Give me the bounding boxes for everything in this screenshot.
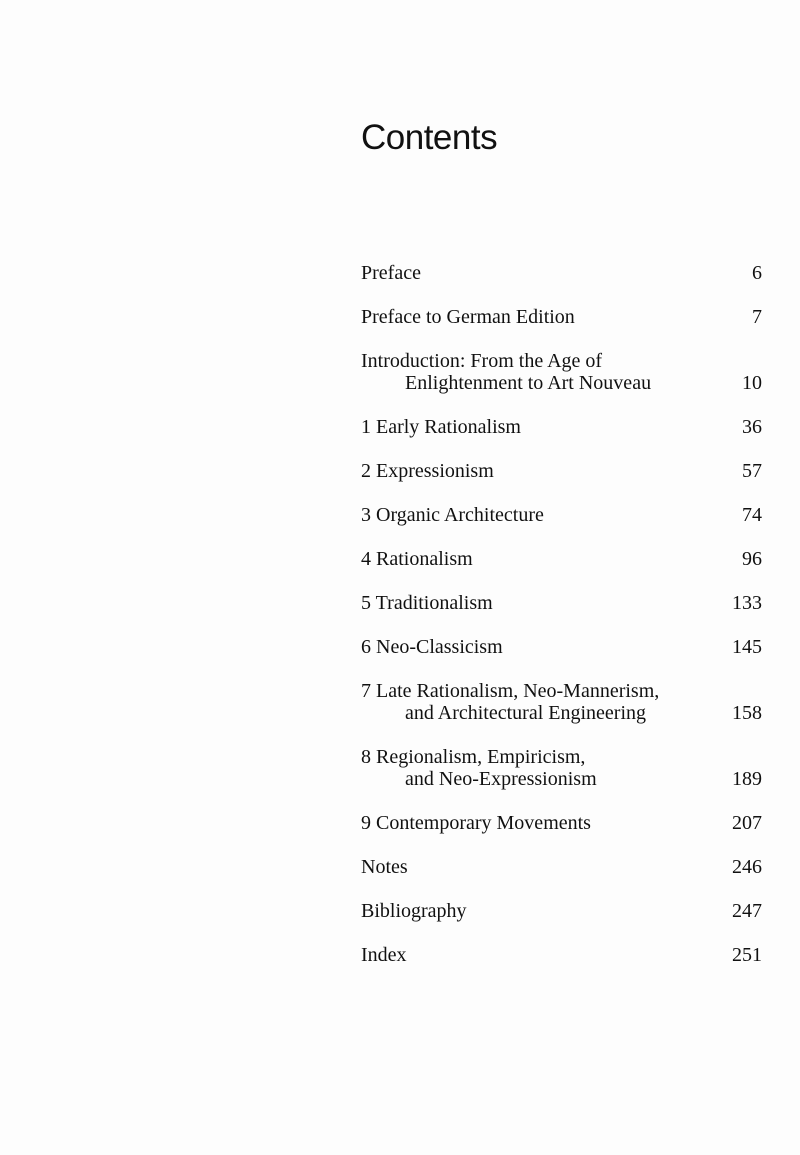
toc-entry-title: Preface to German Edition xyxy=(361,306,575,328)
toc-entry xyxy=(361,680,762,724)
toc-entry xyxy=(361,306,762,328)
toc-entry xyxy=(361,460,762,482)
toc-entry-page: 36 xyxy=(742,416,762,438)
toc-entry xyxy=(361,636,762,658)
toc-entry xyxy=(361,856,762,878)
toc-entry-page: 57 xyxy=(742,460,762,482)
toc-entry xyxy=(361,350,762,394)
toc-entry-title: Index xyxy=(361,944,407,966)
toc-entry-title: 2 Expressionism xyxy=(361,460,494,482)
toc-entry-page: 96 xyxy=(742,548,762,570)
toc-entry-page: 7 xyxy=(752,306,762,328)
toc-entry-title: 1 Early Rationalism xyxy=(361,416,521,438)
toc-entry xyxy=(361,812,762,834)
toc-entry-page: 10 xyxy=(742,372,762,394)
toc-entry-page: 251 xyxy=(732,944,762,966)
toc-entry xyxy=(361,504,762,526)
toc-entry-title: 7 Late Rationalism, Neo-Mannerism, xyxy=(361,680,660,702)
toc-entry-page: 207 xyxy=(732,812,762,834)
toc-entry xyxy=(361,262,762,284)
toc-entry-title: Preface xyxy=(361,262,421,284)
toc-entry-title: Introduction: From the Age of xyxy=(361,350,603,372)
toc-entry-title-continuation: and Architectural Engineering xyxy=(405,702,647,724)
toc-entry-page: 189 xyxy=(732,768,762,790)
toc-entry-title-continuation: and Neo-Expressionism xyxy=(405,768,597,790)
toc-entry-page: 6 xyxy=(752,262,762,284)
toc-entry xyxy=(361,592,762,614)
toc-entry-title: Notes xyxy=(361,856,408,878)
toc-entry-title: 3 Organic Architecture xyxy=(361,504,544,526)
toc-entry-page: 246 xyxy=(732,856,762,878)
toc-entry-title: 9 Contemporary Movements xyxy=(361,812,591,834)
toc-entry-title: 5 Traditionalism xyxy=(361,592,493,614)
toc-entry-title-continuation: Enlightenment to Art Nouveau xyxy=(405,372,652,394)
toc-entry-page: 158 xyxy=(732,702,762,724)
toc-entry-title: Bibliography xyxy=(361,900,467,922)
toc-entry-title: 6 Neo-Classicism xyxy=(361,636,503,658)
toc-entry xyxy=(361,416,762,438)
toc-entry-title: 4 Rationalism xyxy=(361,548,473,570)
page-title: Contents xyxy=(361,118,498,157)
toc-entry-page: 74 xyxy=(742,504,762,526)
toc-entry xyxy=(361,548,762,570)
toc-entry xyxy=(361,746,762,790)
toc-entry xyxy=(361,944,762,966)
toc-entry-title: 8 Regionalism, Empiricism, xyxy=(361,746,586,768)
toc-entry-page: 133 xyxy=(732,592,762,614)
table-of-contents xyxy=(361,262,762,966)
toc-entry-page: 247 xyxy=(732,900,762,922)
toc-entry-page: 145 xyxy=(732,636,762,658)
toc-entry xyxy=(361,900,762,922)
